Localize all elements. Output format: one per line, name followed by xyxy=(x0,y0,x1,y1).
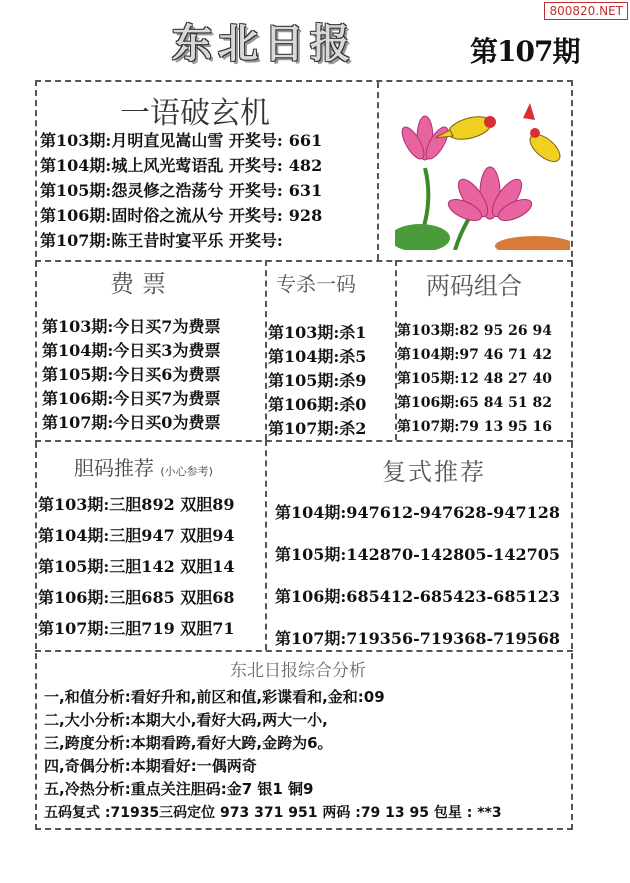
analysis-item xyxy=(44,778,313,799)
list-item xyxy=(40,128,322,151)
analysis-label: 五,冷热分析: xyxy=(44,780,131,798)
list-item: 第106期:三胆685 双胆68 xyxy=(38,588,235,607)
list-item: 第105期:142870-142805-142705 xyxy=(275,545,560,564)
yiyu-title: 一语破玄机 xyxy=(120,96,270,131)
analysis-label: 四,奇偶分析: xyxy=(44,757,131,775)
analysis-item xyxy=(44,732,333,753)
list-item: 第107期:杀2 xyxy=(268,419,367,438)
list-item: 第104期:今日买3为费票 xyxy=(42,341,221,360)
list-item: 第104期:杀5 xyxy=(268,347,367,366)
divider xyxy=(265,260,267,440)
riddle-text: 怨灵修之浩荡兮 开奖号: xyxy=(111,181,283,200)
list-item: 第106期:65 84 51 82 xyxy=(397,395,552,411)
list-item xyxy=(40,153,322,176)
analysis-item xyxy=(44,755,257,776)
list-item: 第107期:719356-719368-719568 xyxy=(275,629,560,648)
danma-note: (小心参考) xyxy=(160,465,213,478)
list-item: 第105期:三胆142 双胆14 xyxy=(38,557,235,576)
analysis-text: 本期大小,看好大码,两大一小, xyxy=(130,711,328,729)
list-item: 第103期:三胆892 双胆89 xyxy=(38,495,235,514)
feipiao-title: 费票 xyxy=(110,270,174,298)
liangma-title: 两码组合 xyxy=(426,272,522,300)
analysis-footer: 五码复式 :71935三码定位 973 371 951 两码 :79 13 95 包星 : **3 xyxy=(44,805,502,821)
analysis-text: 本期看跨,看好大跨,金跨为6。 xyxy=(130,734,333,752)
list-item xyxy=(40,178,322,201)
analysis-text: 重点关注胆码:金7 银1 铜9 xyxy=(130,780,314,798)
divider xyxy=(377,82,379,260)
list-item: 第104期:97 46 71 42 xyxy=(397,347,552,363)
riddle-text: 陈王昔时宴平乐 开奖号: xyxy=(111,231,283,250)
flower-bird-illustration xyxy=(395,98,570,250)
issue-number: 第107期 xyxy=(470,35,580,68)
analysis-item xyxy=(44,709,328,730)
list-item: 第103期:杀1 xyxy=(268,323,367,342)
list-item: 第103期:82 95 26 94 xyxy=(397,323,552,339)
period-label: 第105期: xyxy=(40,181,112,200)
list-item: 第105期:今日买6为费票 xyxy=(42,365,221,384)
riddle-text: 月明直见嵩山雪 开奖号: xyxy=(111,131,283,150)
analysis-label: 二,大小分析: xyxy=(44,711,131,729)
draw-number: 482 xyxy=(288,156,323,175)
period-label: 第107期: xyxy=(40,231,112,250)
period-label: 第104期: xyxy=(40,156,112,175)
analysis-label: 三,跨度分析: xyxy=(44,734,131,752)
zhuansha-title: 专杀一码 xyxy=(276,272,356,296)
riddle-text: 城上风光莺语乱 开奖号: xyxy=(111,156,283,175)
list-item: 第105期:杀9 xyxy=(268,371,367,390)
period-label: 第106期: xyxy=(40,206,112,225)
analysis-text: 看好升和,前区和值,彩谍看和,金和:09 xyxy=(130,688,385,706)
draw-number: 928 xyxy=(288,206,323,225)
fushi-title: 复式推荐 xyxy=(382,458,486,486)
draw-number: 631 xyxy=(288,181,323,200)
analysis-title: 东北日报综合分析 xyxy=(230,661,366,681)
analysis-item xyxy=(44,686,385,707)
list-item: 第103期:今日买7为费票 xyxy=(42,317,221,336)
analysis-label: 一,和值分析: xyxy=(44,688,131,706)
divider xyxy=(35,650,573,652)
list-item: 第106期:今日买7为费票 xyxy=(42,389,221,408)
list-item xyxy=(40,228,289,251)
analysis-text: 本期看好:一偶两奇 xyxy=(130,757,257,775)
list-item: 第104期:947612-947628-947128 xyxy=(275,503,560,522)
list-item: 第104期:三胆947 双胆94 xyxy=(38,526,235,545)
divider xyxy=(35,260,573,262)
site-watermark: 800820.NET xyxy=(544,2,628,20)
draw-number: 661 xyxy=(288,131,323,150)
list-item: 第107期:79 13 95 16 xyxy=(397,419,552,435)
period-label: 第103期: xyxy=(40,131,112,150)
list-item: 第105期:12 48 27 40 xyxy=(397,371,552,387)
masthead-title: 东北日报 xyxy=(172,21,356,67)
list-item: 第106期:685412-685423-685123 xyxy=(275,587,560,606)
danma-title-text: 胆码推荐 xyxy=(74,456,154,480)
divider xyxy=(265,440,267,650)
list-item: 第107期:三胆719 双胆71 xyxy=(38,619,235,638)
list-item xyxy=(40,203,322,226)
list-item: 第106期:杀0 xyxy=(268,395,367,414)
list-item: 第107期:今日买0为费票 xyxy=(42,413,221,432)
danma-title xyxy=(74,452,213,481)
divider xyxy=(35,440,573,442)
riddle-text: 固时俗之流从兮 开奖号: xyxy=(111,206,283,225)
